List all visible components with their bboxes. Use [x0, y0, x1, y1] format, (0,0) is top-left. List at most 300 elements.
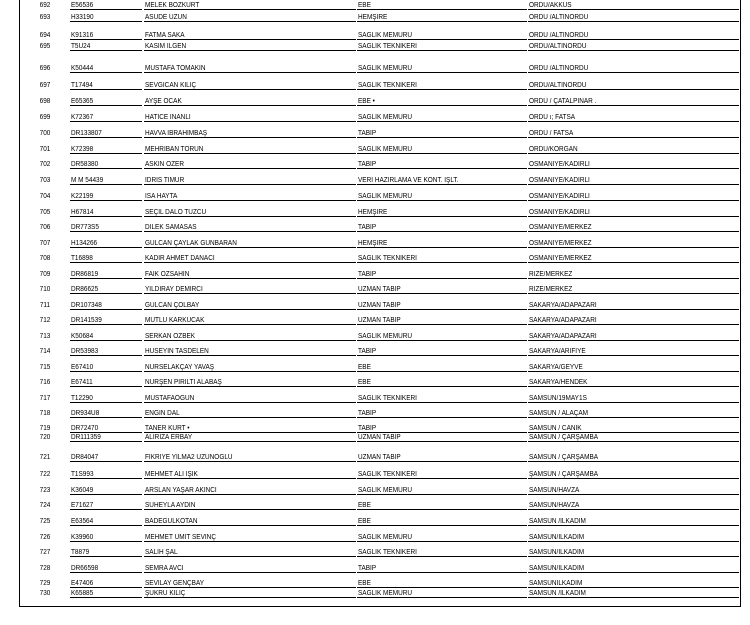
row-location: SAKARYA/ADAPAZARI [529, 316, 597, 324]
row-name-underline [144, 247, 356, 248]
table-row [20, 346, 740, 356]
row-number: 707 [39, 239, 51, 247]
row-title: SAGLIK TEKNIKERI [358, 81, 417, 89]
row-title: SAGLIK TEKNIKERI [358, 470, 417, 478]
row-code-underline [70, 247, 142, 248]
row-location: OSMANIYE/MERKEZ [529, 239, 592, 247]
table-row [20, 238, 740, 248]
row-code: K39960 [71, 533, 94, 541]
row-name-underline [144, 9, 356, 10]
row-title: EBE [358, 579, 371, 587]
row-location: SAKARYA/ADAPAZARI [529, 301, 597, 309]
table-row [20, 284, 740, 294]
row-title-underline [357, 262, 527, 263]
row-title: UZMAN TABIP [358, 316, 401, 324]
row-location: SAMSUN / ÇARŞAMBA [529, 433, 599, 441]
table-row [20, 159, 740, 169]
row-number: 693 [39, 13, 51, 21]
row-code-underline [70, 293, 142, 294]
row-title: SAGLIK MEMURU [358, 64, 413, 72]
table-row [20, 532, 740, 542]
row-title: UZMAN TABIP [358, 301, 401, 309]
row-number: 726 [39, 533, 51, 541]
table-row [20, 469, 740, 479]
table-rows [20, 0, 740, 606]
row-location-underline [528, 417, 739, 418]
row-location: OSMANIYE/MERKEZ [529, 223, 592, 231]
row-location: ORDU/AKKUS [529, 2, 572, 9]
row-code: H67814 [71, 208, 94, 216]
row-name-underline [144, 262, 356, 263]
row-name-underline [144, 137, 356, 138]
row-title-underline [357, 309, 527, 310]
row-code-underline [70, 541, 142, 542]
row-title-underline [357, 121, 527, 122]
row-number: 700 [39, 129, 51, 137]
row-number: 725 [39, 517, 51, 525]
row-code-underline [70, 441, 142, 442]
row-title-underline [357, 461, 527, 462]
row-name-underline [144, 417, 356, 418]
row-code-underline [70, 184, 142, 185]
row-name: SUHEYLA AYDIN [145, 501, 196, 509]
row-number: 714 [39, 347, 51, 355]
row-name: SERKAN OZBEK [145, 332, 196, 340]
row-code: DR53983 [71, 347, 99, 355]
row-name: BADEGULKOTAN [145, 517, 198, 525]
row-number: 718 [39, 409, 51, 417]
table-row [20, 63, 740, 73]
row-location-underline [528, 105, 739, 106]
row-name-underline [144, 231, 356, 232]
row-number: 697 [39, 81, 51, 89]
row-title-underline [357, 293, 527, 294]
table-row [20, 0, 740, 10]
row-title-underline [357, 168, 527, 169]
table-row [20, 222, 740, 232]
row-name: HUSEYIN TASDELEN [145, 347, 209, 355]
row-title-underline [357, 572, 527, 573]
table-row [20, 207, 740, 217]
row-title-underline [357, 153, 527, 154]
row-location-underline [528, 137, 739, 138]
row-location: SAKARYA/ADAPAZARI [529, 332, 597, 340]
row-number: 720 [39, 433, 51, 441]
row-number: 713 [39, 332, 51, 340]
row-code: T16898 [71, 254, 93, 262]
row-name: MELEK BOZKURT [145, 2, 200, 9]
row-location: SAMSUN/ILKADIM [529, 533, 585, 541]
row-name-underline [144, 200, 356, 201]
row-code: E67410 [71, 363, 94, 371]
row-name-underline [144, 572, 356, 573]
row-code: M M 54439 [71, 176, 104, 184]
row-code-underline [70, 153, 142, 154]
row-location: ORDU/ALTINORDU [529, 42, 587, 50]
row-location-underline [528, 9, 739, 10]
table-row [20, 80, 740, 90]
row-number: 711 [39, 301, 51, 309]
row-title-underline [357, 386, 527, 387]
row-name-underline [144, 461, 356, 462]
row-location: ORDU/ALTINORDU [529, 81, 587, 89]
row-location-underline [528, 541, 739, 542]
row-name: GULCAN ÇAYLAK GUNBARAN [145, 239, 237, 247]
row-location-underline [528, 371, 739, 372]
table-row [20, 485, 740, 495]
row-location: SAMSUNILKADIM [529, 579, 583, 587]
row-name-underline [144, 324, 356, 325]
row-name: ARSLAN YAŞAR AKINCI [145, 486, 217, 494]
row-number: 729 [39, 579, 51, 587]
row-number: 705 [39, 208, 51, 216]
row-location-underline [528, 121, 739, 122]
table-row [20, 362, 740, 372]
row-code-underline [70, 72, 142, 73]
row-location-underline [528, 572, 739, 573]
row-title-underline [357, 105, 527, 106]
row-name-underline [144, 386, 356, 387]
row-location-underline [528, 153, 739, 154]
row-code: DR72470 [71, 424, 99, 432]
row-code-underline [70, 262, 142, 263]
row-location: SAMSUN/ILKADIM [529, 548, 585, 556]
row-code: DR84047 [71, 453, 99, 461]
table-row [20, 377, 740, 387]
row-number: 706 [39, 223, 51, 231]
row-title-underline [357, 541, 527, 542]
row-location: OSMANIYE/KADIRLI [529, 208, 590, 216]
row-name: ŞUKRU KILIÇ [145, 589, 186, 597]
row-name-underline [144, 478, 356, 479]
table-row [20, 96, 740, 106]
row-location: ORDU /ALTINORDU [529, 64, 589, 72]
row-name: MUSTAFAOGUN [145, 394, 195, 402]
row-location: RIZE/MERKEZ [529, 270, 573, 278]
row-title: TABIP [358, 424, 377, 432]
row-location-underline [528, 461, 739, 462]
row-number: 717 [39, 394, 51, 402]
row-title: HEMŞIRE [358, 239, 388, 247]
row-number: 716 [39, 378, 51, 386]
table-row [20, 578, 740, 588]
row-name-underline [144, 153, 356, 154]
row-title: SAGLIK MEMURU [358, 145, 413, 153]
row-name-underline [144, 441, 356, 442]
row-name: FATMA SAKA [145, 31, 185, 39]
row-title: VERI HAZIRLAMA VE KONT. IŞLT. [358, 176, 459, 184]
row-location: ORDU /ALTINORDU [529, 31, 589, 39]
row-code-underline [70, 525, 142, 526]
row-title: TABIP [358, 129, 377, 137]
row-title: SAGLIK MEMURU [358, 486, 413, 494]
row-title-underline [357, 278, 527, 279]
row-title-underline [357, 137, 527, 138]
row-number: 712 [39, 316, 51, 324]
row-title-underline [357, 597, 527, 598]
row-code: H134266 [71, 239, 98, 247]
row-code-underline [70, 340, 142, 341]
row-location: ŞAMSUN / ÇARŞAMBA [529, 470, 599, 478]
row-code: H33190 [71, 13, 94, 21]
row-code: T5U24 [71, 42, 91, 50]
row-name: HAVVA IBRAHIMBAŞ [145, 129, 208, 137]
row-name: ISA HAYTA [145, 192, 178, 200]
row-number: 702 [39, 160, 51, 168]
row-code: T1S993 [71, 470, 94, 478]
table-row [20, 144, 740, 154]
row-name: FAIK OZSAHIN [145, 270, 190, 278]
row-number: 698 [39, 97, 51, 105]
row-title: UZMAN TABIP [358, 433, 401, 441]
row-title: SAGLIK MEMURU [358, 192, 413, 200]
row-code: K72398 [71, 145, 94, 153]
row-title-underline [357, 340, 527, 341]
row-number: 709 [39, 270, 51, 278]
row-code: DR133807 [71, 129, 102, 137]
row-location: SAMSUN / ÇARŞAMBA [529, 453, 599, 461]
row-title-underline [357, 441, 527, 442]
row-name-underline [144, 340, 356, 341]
row-location-underline [528, 340, 739, 341]
row-title-underline [357, 556, 527, 557]
row-code-underline [70, 478, 142, 479]
row-code: E47406 [71, 579, 94, 587]
row-name: YILDIRAY DEMIRCI [145, 285, 203, 293]
row-name: SEVGICAN KILIÇ [145, 81, 197, 89]
table-row [20, 315, 740, 325]
row-name-underline [144, 50, 356, 51]
row-location: ORDU /ALTINORDU [529, 13, 589, 21]
row-number: 715 [39, 363, 51, 371]
row-title-underline [357, 355, 527, 356]
row-name: KADIR AHMET DANACI [145, 254, 215, 262]
row-location: SAMSUN / CANIK [529, 424, 582, 432]
row-name: SEVILAY GENÇBAY [145, 579, 205, 587]
row-code-underline [70, 105, 142, 106]
row-code: K50684 [71, 332, 94, 340]
row-title: SAGLIK MEMURU [358, 113, 413, 121]
row-location-underline [528, 247, 739, 248]
row-location: ORDU / ÇATALPINAR . [529, 97, 597, 105]
row-location-underline [528, 21, 739, 22]
row-number: 727 [39, 548, 51, 556]
row-code-underline [70, 231, 142, 232]
row-location: SAMSUN /ILKADIM [529, 517, 586, 525]
row-name: ASUDE UZUN [145, 13, 187, 21]
row-code: E71627 [71, 501, 94, 509]
table-row [20, 253, 740, 263]
row-location-underline [528, 355, 739, 356]
row-name-underline [144, 168, 356, 169]
row-name-underline [144, 509, 356, 510]
row-title-underline [357, 200, 527, 201]
row-location-underline [528, 184, 739, 185]
table-row [20, 30, 740, 40]
row-number: 701 [39, 145, 51, 153]
row-name-underline [144, 72, 356, 73]
row-location: SAMSUN/HAVZA [529, 501, 580, 509]
row-code-underline [70, 137, 142, 138]
row-code: T17494 [71, 81, 93, 89]
row-title: SAGLIK MEMURU [358, 332, 413, 340]
row-title-underline [357, 478, 527, 479]
row-location: SAKARYA/GEYVE [529, 363, 583, 371]
row-name-underline [144, 89, 356, 90]
row-name-underline [144, 184, 356, 185]
row-title: HEMŞİRE [358, 13, 388, 21]
table-row [20, 128, 740, 138]
row-code: DR111359 [71, 433, 101, 441]
row-code-underline [70, 309, 142, 310]
row-code: K36049 [71, 486, 94, 494]
row-title-underline [357, 324, 527, 325]
row-location-underline [528, 494, 739, 495]
row-location: OSMANIYE/KADIRLI [529, 176, 590, 184]
row-code: K65885 [71, 589, 94, 597]
row-title: HEMŞIRE [358, 208, 388, 216]
row-location-underline [528, 231, 739, 232]
row-title: TABIP [358, 564, 377, 572]
row-location: SAMSUN /ILKADIM [529, 589, 586, 597]
document-table [19, 0, 741, 607]
row-title: SAGLIK TEKNIKERI [358, 42, 417, 50]
row-code-underline [70, 509, 142, 510]
row-name-underline [144, 216, 356, 217]
row-location-underline [528, 216, 739, 217]
row-title: EBE [358, 517, 371, 525]
row-name: DILEK SAMASAS [145, 223, 197, 231]
row-name: AYŞE OCAK [145, 97, 182, 105]
row-name: MUTLU KARKUCAK [145, 316, 205, 324]
row-location-underline [528, 386, 739, 387]
row-code-underline [70, 50, 142, 51]
row-title: SAGLIK MEMURU [358, 589, 413, 597]
row-name: SEMRA AVCI [145, 564, 184, 572]
row-number: 724 [39, 501, 51, 509]
row-code-underline [70, 494, 142, 495]
row-location: ORDU ı; FATSA [529, 113, 576, 121]
table-row [20, 269, 740, 279]
row-title: EBE [358, 378, 371, 386]
row-code-underline [70, 371, 142, 372]
row-code-underline [70, 572, 142, 573]
row-number: 723 [39, 486, 51, 494]
row-code-underline [70, 556, 142, 557]
row-code: K22199 [71, 192, 94, 200]
row-location-underline [528, 293, 739, 294]
table-row [20, 191, 740, 201]
row-name: KASIM ILGEN [145, 42, 187, 50]
row-code-underline [70, 9, 142, 10]
table-row [20, 112, 740, 122]
row-name: MEHMET UMIT SEVINÇ [145, 533, 216, 541]
table-row [20, 547, 740, 557]
row-title: SAGLIK MEMURU [358, 533, 413, 541]
row-name-underline [144, 494, 356, 495]
row-name: NURŞEN PIRILTI ALABAŞ [145, 378, 222, 386]
row-title: EBE [358, 2, 371, 9]
row-code: E65365 [71, 97, 94, 105]
row-title: EBE • [358, 97, 375, 105]
row-location-underline [528, 478, 739, 479]
row-name-underline [144, 541, 356, 542]
row-code-underline [70, 417, 142, 418]
row-name: MUSTAFA TOMAKIN [145, 64, 206, 72]
row-location-underline [528, 200, 739, 201]
row-location-underline [528, 509, 739, 510]
row-location-underline [528, 525, 739, 526]
row-name-underline [144, 105, 356, 106]
row-name-underline [144, 556, 356, 557]
row-code: K50444 [71, 64, 94, 72]
row-code-underline [70, 216, 142, 217]
row-location: OSMANIYE/KADIRLI [529, 192, 590, 200]
row-number: 695 [39, 42, 51, 50]
row-number: 721 [39, 453, 51, 461]
table-row [20, 588, 740, 598]
row-name: GULCAN ÇOLBAY [145, 301, 200, 309]
row-code-underline [70, 402, 142, 403]
row-location: SAMSUN / ALAÇAM [529, 409, 589, 417]
row-code-underline [70, 89, 142, 90]
table-row [20, 516, 740, 526]
row-code: E63564 [71, 517, 94, 525]
row-code-underline [70, 324, 142, 325]
row-name-underline [144, 525, 356, 526]
table-row [20, 41, 740, 51]
row-title-underline [357, 50, 527, 51]
row-title: EBE [358, 363, 371, 371]
table-row [20, 175, 740, 185]
row-code-underline [70, 21, 142, 22]
row-code-underline [70, 121, 142, 122]
table-row [20, 393, 740, 403]
table-row [20, 12, 740, 22]
row-title: SAGLIK TEKNIKERI [358, 548, 417, 556]
table-row [20, 331, 740, 341]
row-title-underline [357, 247, 527, 248]
row-location: ORDU / FATSA [529, 129, 574, 137]
row-title: SAGLIK TEKNIKERI [358, 394, 417, 402]
row-title-underline [357, 21, 527, 22]
row-code-underline [70, 386, 142, 387]
row-name-underline [144, 371, 356, 372]
row-name: MEHMET ALI IŞIK [145, 470, 198, 478]
row-code-underline [70, 597, 142, 598]
row-title-underline [357, 402, 527, 403]
row-code-underline [70, 200, 142, 201]
row-number: 708 [39, 254, 51, 262]
row-location: SAMSUN/HAVZA [529, 486, 580, 494]
table-row [20, 300, 740, 310]
row-location-underline [528, 324, 739, 325]
row-name: MEHRIBAN TORUN [145, 145, 204, 153]
row-title-underline [357, 231, 527, 232]
row-location-underline [528, 168, 739, 169]
row-name: ASKIN OZER [145, 160, 185, 168]
row-name: HATICE INANLI [145, 113, 191, 121]
row-title: EBE [358, 501, 371, 509]
row-name: NURSELAKÇAY YAVAŞ [145, 363, 215, 371]
row-title: TABIP [358, 270, 377, 278]
table-row [20, 452, 740, 462]
row-name: ENGIN DAL [145, 409, 180, 417]
row-number: 692 [39, 2, 51, 9]
row-location: ORDU/KORGAN [529, 145, 578, 153]
row-location-underline [528, 402, 739, 403]
row-location-underline [528, 72, 739, 73]
